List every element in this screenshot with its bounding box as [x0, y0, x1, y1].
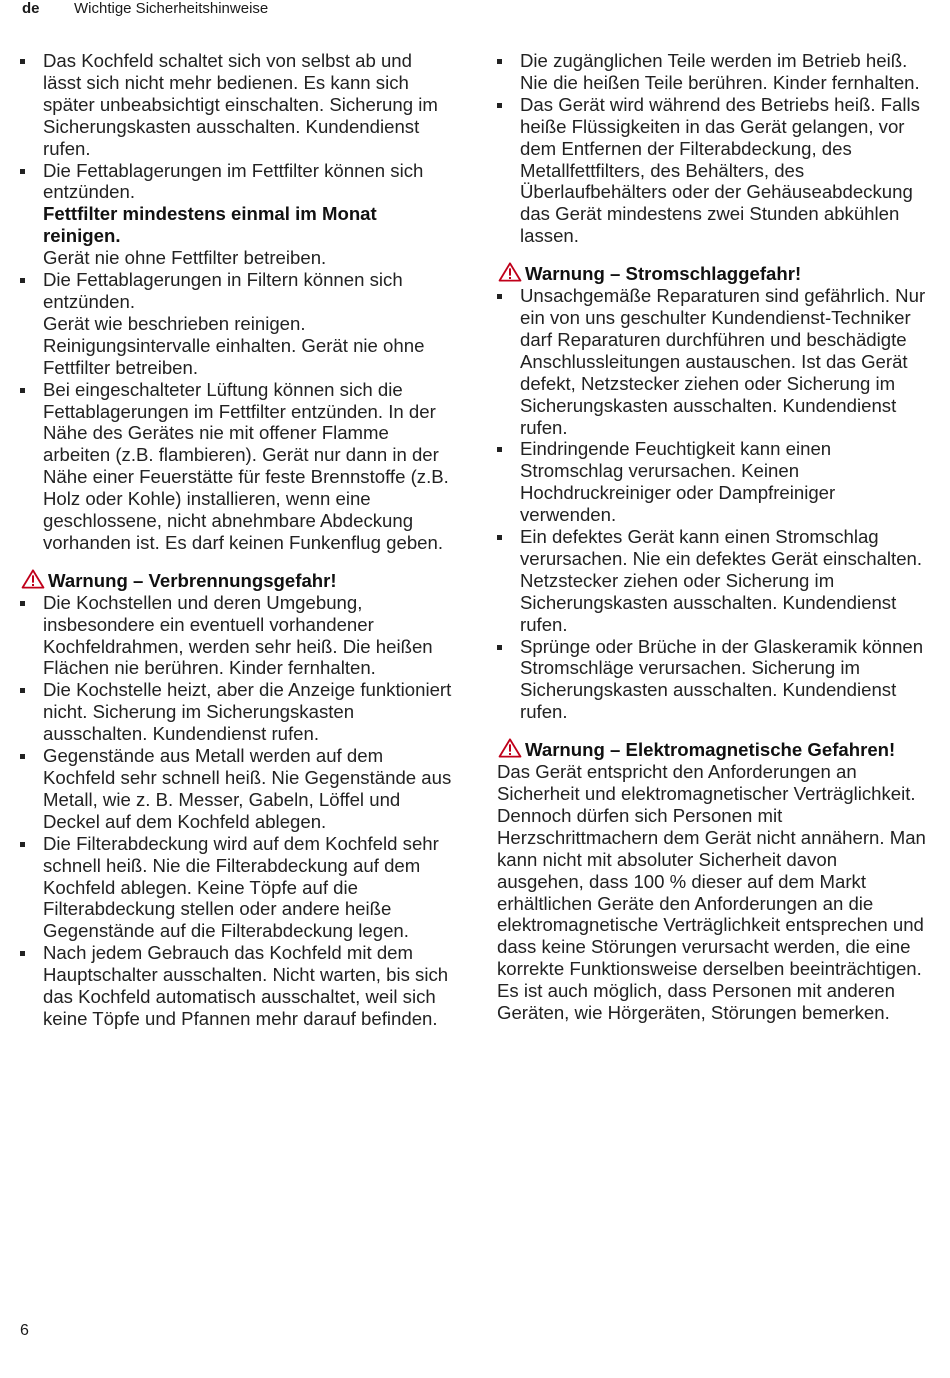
list-item: [497, 438, 927, 526]
list-item: [20, 745, 452, 833]
item-text: Die Kochstelle heizt, aber die Anzeige funktioniert nicht. Sicherung im Sicherungskasten ausschalten. Kundendienst rufen.: [43, 679, 452, 745]
square-bullet-icon: [497, 59, 502, 64]
item-text: Unsachgemäße Reparaturen sind gefährlich. Nur ein von uns geschulter Kundendienst-Techniker darf Reparaturen durchführen und beschädigte Anschlussleitungen austauschen. Ist das Gerät defekt, Netzstecker ziehen oder Sicherung im Sicherungskasten ausschalten. Kundendienst rufen.: [520, 285, 926, 438]
item-text: Die Fettablagerungen in Filtern können sich entzünden.: [43, 269, 403, 312]
square-bullet-icon: [497, 645, 502, 650]
list-item: [497, 50, 927, 94]
list-item: [497, 526, 927, 636]
warning-heading-burn: [20, 569, 452, 592]
item-text: Die Fettablagerungen im Fettfilter können sich entzünden.: [43, 159, 424, 203]
list-item: [20, 160, 452, 270]
warning-title: Warnung – Stromschlaggefahr!: [525, 263, 802, 285]
section-title: Wichtige Sicherheitshinweise: [74, 0, 269, 17]
item-text: Die zugänglichen Teile werden im Betrieb heiß. Nie die heißen Teile berühren. Kinder fernhalten.: [520, 50, 920, 93]
list-item: [497, 285, 927, 438]
warning-title: Warnung – Verbrennungsgefahr!: [48, 569, 337, 591]
item-text: Die Kochstellen und deren Umgebung, insbesondere ein eventuell vorhandener Kochfeldrahmen, werden sehr heiß. Die heißen Flächen nie berühren. Kinder fernhalten.: [43, 591, 433, 679]
language-code: de: [22, 0, 40, 17]
page-header: [22, 0, 942, 22]
list-item: [20, 50, 452, 160]
warning-triangle-icon: [497, 738, 523, 758]
warning-title: Warnung – Elektromagnetische Gefahren!: [525, 739, 896, 761]
item-text: Ein defektes Gerät kann einen Stromschlag verursachen. Nie ein defektes Gerät einschalten. Netzstecker ziehen oder Sicherung im Sicherungskasten ausschalten. Kundendienst rufen.: [520, 526, 923, 635]
page-number: 6: [20, 1322, 29, 1339]
item-text: Nach jedem Gebrauch das Kochfeld mit dem Hauptschalter ausschalten. Nicht warten, bis sich das Kochfeld automatisch ausschaltet, weil sich keine Töpfe und Pfannen mehr darauf befinden.: [43, 942, 449, 1029]
item-text: Gegenstände aus Metall werden auf dem Kochfeld sehr schnell heiß. Nie Gegenstände aus Metall, wie z. B. Messer, Gabeln, Löffel und Deckel auf dem Kochfeld ablegen.: [43, 745, 452, 832]
item-text: Eindringende Feuchtigkeit kann einen Stromschlag verursachen. Keinen Hochdruckreiniger oder Dampfreiniger verwenden.: [520, 438, 836, 526]
square-bullet-icon: [20, 601, 25, 606]
item-bold-instruction: Fettfilter mindestens einmal im Monat reinigen.: [43, 203, 377, 247]
square-bullet-icon: [20, 169, 25, 174]
right-column: [497, 50, 927, 1024]
list-item: [20, 592, 452, 680]
warning-triangle-icon: [20, 569, 46, 589]
square-bullet-icon: [20, 951, 25, 956]
square-bullet-icon: [20, 59, 25, 64]
item-text-after: Gerät nie ohne Fettfilter betreiben.: [43, 247, 327, 269]
square-bullet-icon: [497, 447, 502, 452]
item-text-after: Gerät wie beschrieben reinigen. Reinigungsintervalle einhalten. Gerät nie ohne Fettfilter betreiben.: [43, 312, 425, 378]
square-bullet-icon: [20, 278, 25, 283]
square-bullet-icon: [497, 535, 502, 540]
list-item: [20, 379, 452, 554]
list-item: [20, 833, 452, 943]
item-text: Die Filterabdeckung wird auf dem Kochfeld sehr schnell heiß. Nie die Filterabdeckung auf dem Kochfeld ablegen. Keine Töpfe auf die Filterabdeckung stellen oder andere heiße Gegenstände auf die Filterabdeckung legen.: [43, 832, 439, 942]
list-item: [20, 679, 452, 745]
item-text: Das Gerät wird während des Betriebs heiß. Falls heiße Flüssigkeiten in das Gerät gelangen, vor dem Entfernen der Filterabdeckung, des Metallfettfilters, des Behälters, des Überlaufbehälters oder der Gehäuseabdeckung das Gerät mindestens zwei Stunden abkühlen lassen.: [520, 93, 920, 247]
list-item: [20, 269, 452, 379]
square-bullet-icon: [497, 294, 502, 299]
item-text: Bei eingeschalteter Lüftung können sich die Fettablagerungen im Fettfilter entzünden. In der Nähe des Gerätes nie mit offener Flamme arbeiten (z.B. flambieren). Gerät nur dann in der Nähe einer Feuerstätte für feste Brennstoffe (z.B. Holz oder Kohle) installieren, wenn eine geschlossene, nicht abnehmbare Abdeckung vorhanden ist. Es darf keinen Funkenflug geben.: [43, 378, 449, 553]
left-column: [20, 50, 452, 1030]
square-bullet-icon: [497, 103, 502, 108]
square-bullet-icon: [20, 388, 25, 393]
square-bullet-icon: [20, 688, 25, 693]
square-bullet-icon: [20, 754, 25, 759]
list-item: [497, 94, 927, 247]
list-item: [497, 636, 927, 724]
warning-heading-electromagnetic: [497, 738, 927, 761]
item-text: Das Kochfeld schaltet sich von selbst ab und lässt sich nicht mehr bedienen. Es kann sich später unbeabsichtigt einschalten. Sicherung im Sicherungskasten ausschalten. Kundendienst rufen.: [43, 50, 438, 159]
electromagnetic-paragraph: Das Gerät entspricht den Anforderungen an Sicherheit und elektromagnetischer Verträglichkeit. Dennoch dürfen sich Personen mit Herzschrittmachern dem Gerät nicht annähern. Man kann nicht mit absoluter Sicherheit davon ausgehen, dass 100 % dieser auf dem Markt erhältlichen Geräte den Anforderungen an die elektromagnetische Verträglichkeit entsprechen und dass keine Störungen verursacht werden, die eine korrekte Funktionsweise derselben beeinträchtigen. Es ist auch möglich, dass Personen mit anderen Geräten, wie Hörgeräten, Störungen bemerken.: [497, 761, 926, 1024]
square-bullet-icon: [20, 842, 25, 847]
item-text: Sprünge oder Brüche in der Glaskeramik können Stromschläge verursachen. Sicherung im Sicherungskasten ausschalten. Kundendienst rufen.: [520, 635, 924, 723]
warning-heading-shock: [497, 262, 927, 285]
list-item: [20, 942, 452, 1030]
warning-triangle-icon: [497, 262, 523, 282]
